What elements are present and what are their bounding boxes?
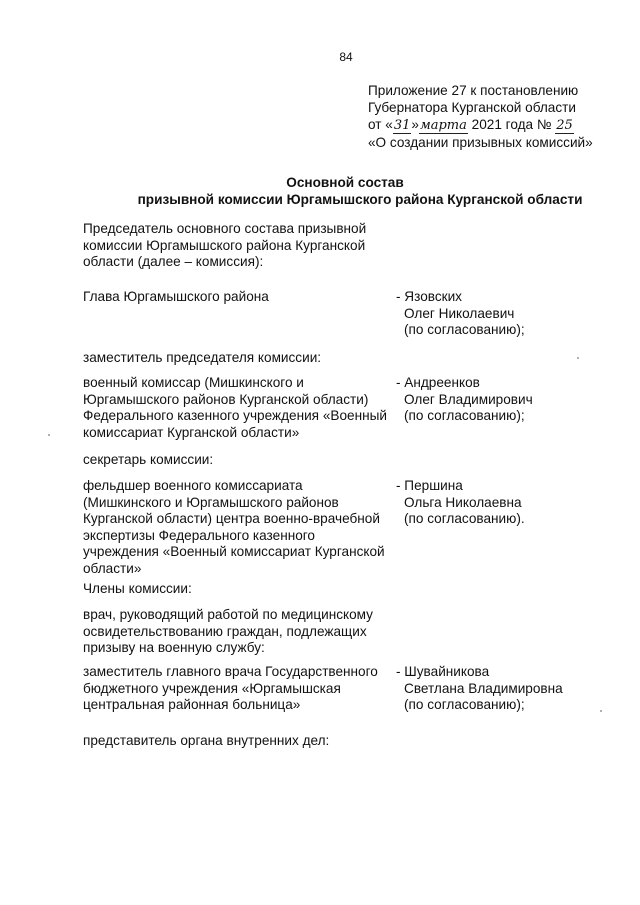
document-title-line-1: Основной состав xyxy=(286,175,404,190)
doctor-agreement-note: (по согласованию); xyxy=(404,697,525,713)
chair-name xyxy=(396,289,596,339)
deputy-position: военный комиссар (Мишкинского и Юргамышского районов Курганской области) Федерального казенного учреждения «Военный комиссариат Курганской области» xyxy=(83,375,387,440)
annex-line-2: Губернатора Курганской области xyxy=(368,100,576,115)
members-heading: Члены комиссии: xyxy=(83,581,192,596)
annex-line-3 xyxy=(368,116,593,134)
chair-heading: Председатель основного состава призывной комиссии Юргамышского района Курганской области (далее – комиссия): xyxy=(83,221,367,270)
secretary-agreement-note: (по согласованию). xyxy=(404,511,525,527)
scan-speck xyxy=(600,710,602,712)
police-heading: представитель органа внутренних дел: xyxy=(83,733,330,748)
doctor-surname: - Шувайникова xyxy=(396,664,490,679)
page-number: 84 xyxy=(339,50,353,64)
doctor-heading: врач, руководящий работой по медицинскому освидетельствованию граждан, подлежащих призыву на военную службу: xyxy=(83,607,373,656)
deputy-agreement-note: (по согласованию); xyxy=(404,408,525,424)
secretary-name xyxy=(396,478,596,528)
doctor-name xyxy=(396,664,596,714)
doctor-given-names: Светлана Владимировна xyxy=(404,680,563,696)
annex-line-1: Приложение 27 к постановлению xyxy=(368,83,579,98)
secretary-given-names: Ольга Николаевна xyxy=(404,494,522,510)
deputy-heading: заместитель председателя комиссии: xyxy=(83,350,322,365)
deputy-name xyxy=(396,375,596,425)
annex-line-4: «О создании призывных комиссий» xyxy=(368,135,593,150)
doctor-position: заместитель главного врача Государственного бюджетного учреждения «Юргамышская центральная районная больница» xyxy=(83,664,378,713)
annex-header xyxy=(368,82,593,151)
scan-speck xyxy=(577,357,579,359)
scan-speck xyxy=(48,434,50,436)
chair-given-names: Олег Николаевич xyxy=(404,305,515,321)
secretary-surname: - Першина xyxy=(396,478,463,493)
handwritten-month: марта xyxy=(419,118,467,133)
secretary-position: фельдшер военного комиссариата (Мишкинского и Юргамышского районов Курганской области) центра военно-врачебной экспертизы Федерального казенного учреждения «Военный комиссариат Курганской области» xyxy=(83,478,385,576)
deputy-given-names: Олег Владимирович xyxy=(404,391,533,407)
deputy-surname: - Андреенков xyxy=(396,375,480,390)
annex-date-prefix: от « xyxy=(368,117,393,132)
chair-agreement-note: (по согласованию); xyxy=(404,322,525,338)
handwritten-day: 31 xyxy=(393,118,411,133)
annex-date-mid: » xyxy=(411,117,419,132)
document-title-line-2: призывной комиссии Юргамышского района Курганской области xyxy=(137,192,583,207)
chair-surname: - Язовских xyxy=(396,289,462,304)
handwritten-doc-number: 25 xyxy=(556,118,573,133)
chair-position: Глава Юргамышского района xyxy=(83,289,269,304)
secretary-heading: секретарь комиссии: xyxy=(83,452,214,467)
annex-year: 2021 года № xyxy=(467,117,556,132)
